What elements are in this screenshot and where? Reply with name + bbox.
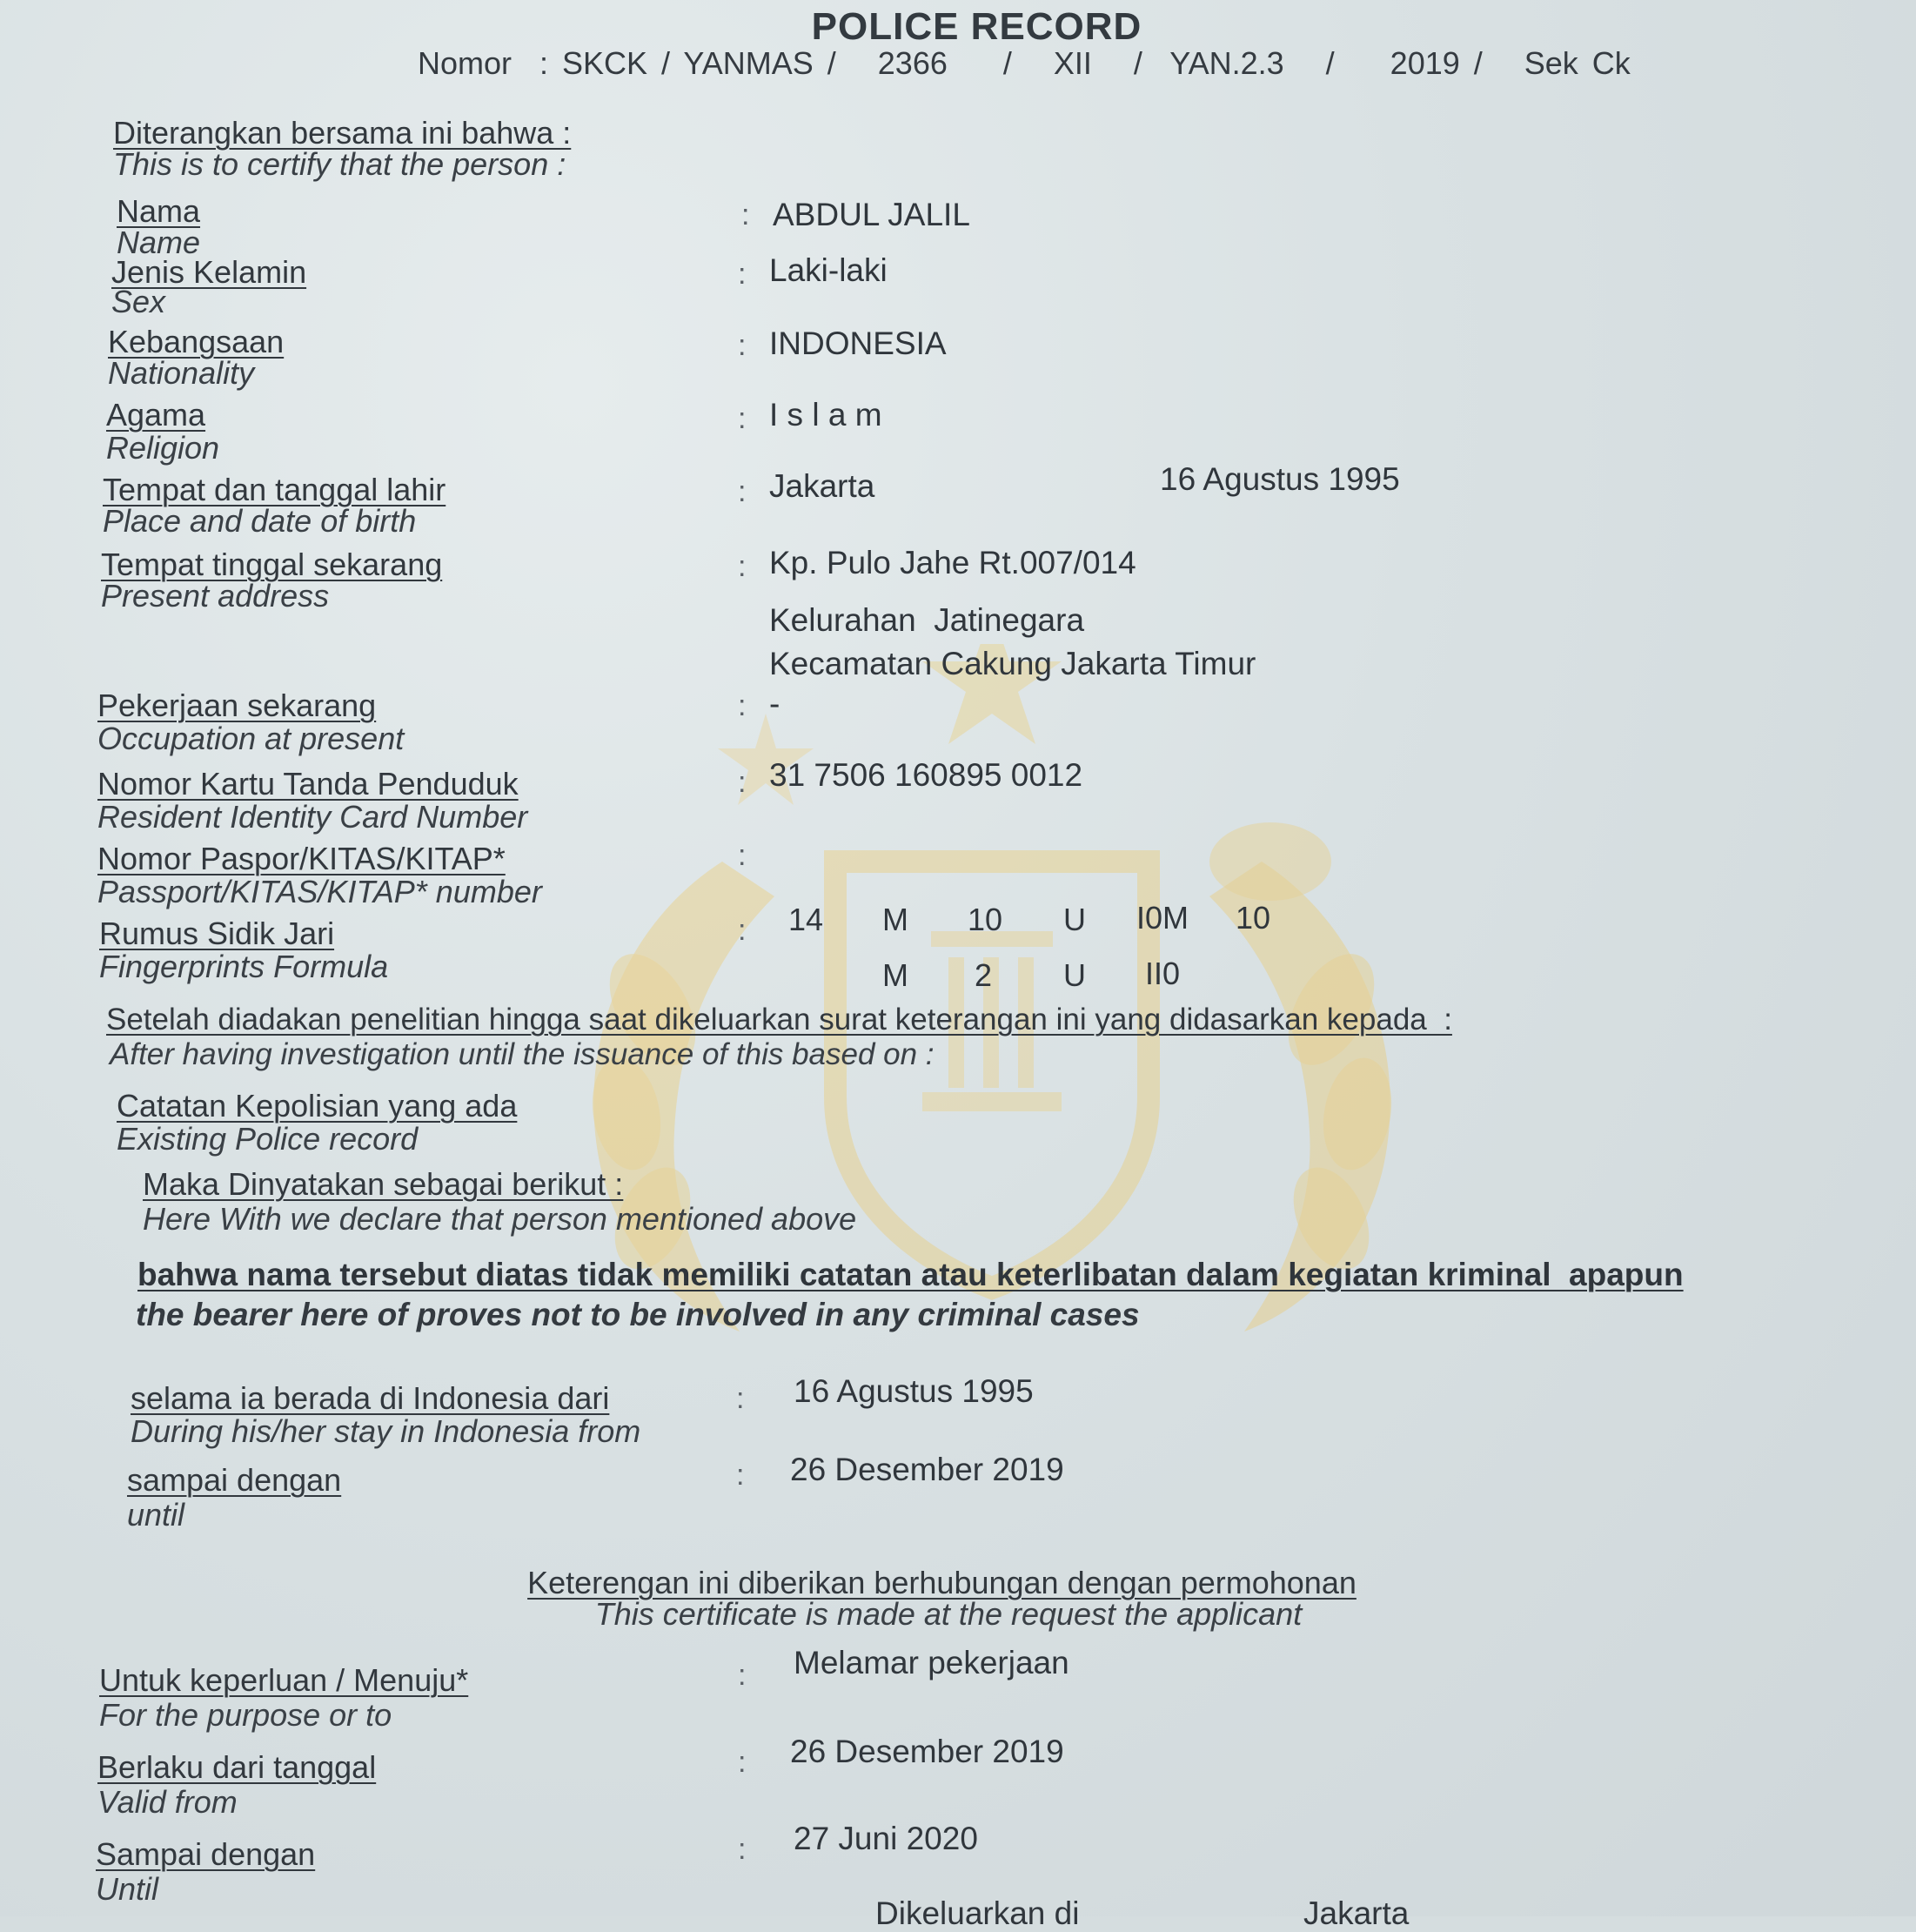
fingerprint-r1-c4: U xyxy=(1063,902,1086,937)
record-label-en: Existing Police record xyxy=(117,1121,419,1157)
sex-value: Laki-laki xyxy=(769,252,888,288)
name-colon: : xyxy=(741,198,750,231)
religion-label-id: Agama xyxy=(106,397,206,433)
nationality-colon: : xyxy=(738,329,747,362)
declare-label-en: Here With we declare that person mentioned above xyxy=(143,1201,857,1237)
valid-until-value: 27 Juni 2020 xyxy=(794,1821,978,1856)
statement-en: the bearer here of proves not to be involved in any criminal cases xyxy=(136,1297,1140,1332)
valid-from-label-id: Berlaku dari tanggal xyxy=(97,1749,377,1785)
fingerprint-label-id: Rumus Sidik Jari xyxy=(99,916,335,951)
occupation-value: - xyxy=(769,686,780,721)
address-line-1: Kp. Pulo Jahe Rt.007/014 xyxy=(769,545,1136,580)
purpose-colon: : xyxy=(738,1659,747,1692)
valid-until-label-id: Sampai dengan xyxy=(96,1836,316,1872)
address-label-en: Present address xyxy=(101,578,330,614)
valid-until-label-en: Until xyxy=(96,1871,159,1907)
occupation-label-id: Pekerjaan sekarang xyxy=(97,688,377,723)
fingerprint-r1-c5: I0M xyxy=(1136,900,1189,936)
ktp-label-id: Nomor Kartu Tanda Penduduk xyxy=(97,766,519,802)
fingerprint-r2-c1: M xyxy=(882,957,908,993)
purpose-label-id: Untuk keperluan / Menuju* xyxy=(99,1662,469,1698)
stay-until-label-en: until xyxy=(127,1497,185,1533)
stay-until-colon: : xyxy=(736,1459,745,1492)
stay-from-value: 16 Agustus 1995 xyxy=(794,1373,1034,1409)
intro-label-en: This is to certify that the person : xyxy=(113,146,566,182)
statement-id: bahwa nama tersebut diatas tidak memiliki catatan atau keterlibatan dalam kegiatan kriminal apapun xyxy=(137,1257,1684,1292)
request-label-id: Keterengan ini diberikan berhubungan dengan permohonan xyxy=(527,1565,1357,1600)
issued-at-value: Jakarta xyxy=(1303,1895,1410,1931)
name-label-en: Name xyxy=(117,225,201,260)
name-label-id: Nama xyxy=(117,193,201,229)
stay-until-value: 26 Desember 2019 xyxy=(790,1452,1064,1487)
address-label-id: Tempat tinggal sekarang xyxy=(101,547,443,582)
fingerprint-r1-c2: M xyxy=(882,902,908,937)
document-title: POLICE RECORD xyxy=(811,5,1142,48)
purpose-label-en: For the purpose or to xyxy=(99,1697,392,1733)
birth-label-en: Place and date of birth xyxy=(103,503,417,539)
valid-from-colon: : xyxy=(738,1746,747,1779)
stay-from-colon: : xyxy=(736,1382,745,1415)
address-colon: : xyxy=(738,550,747,583)
stay-from-label-en: During his/her stay in Indonesia from xyxy=(131,1413,641,1449)
record-label-id: Catatan Kepolisian yang ada xyxy=(117,1088,518,1124)
stay-until-label-id: sampai dengan xyxy=(127,1462,342,1498)
valid-until-colon: : xyxy=(738,1833,747,1866)
stay-from-label-id: selama ia berada di Indonesia dari xyxy=(131,1380,610,1416)
document-number: Nomor : SKCK / YANMAS / 2366 / XII / YAN.2.3 / 2019 / Sek Ck xyxy=(418,45,1631,81)
ktp-value: 31 7506 160895 0012 xyxy=(769,757,1083,793)
address-line-2: Kelurahan Jatinegara xyxy=(769,602,1085,638)
fingerprint-r1-c3: 10 xyxy=(968,902,1003,937)
fingerprint-r2-c4: II0 xyxy=(1145,956,1181,991)
religion-value: I s l a m xyxy=(769,397,882,433)
birth-colon: : xyxy=(738,475,747,508)
nationality-label-en: Nationality xyxy=(108,355,255,391)
ktp-colon: : xyxy=(738,766,747,799)
passport-label-id: Nomor Paspor/KITAS/KITAP* xyxy=(97,841,506,876)
fingerprint-r2-c2: 2 xyxy=(975,957,993,993)
occupation-colon: : xyxy=(738,689,747,722)
valid-from-value: 26 Desember 2019 xyxy=(790,1734,1064,1769)
fingerprint-r2-c3: U xyxy=(1063,957,1086,993)
fingerprint-r1-c6: 10 xyxy=(1236,900,1271,936)
religion-colon: : xyxy=(738,402,747,435)
investigation-label-id: Setelah diadakan penelitian hingga saat dikeluarkan surat keterangan ini yang didasarkan kepada : xyxy=(106,1003,1452,1036)
ktp-label-en: Resident Identity Card Number xyxy=(97,799,528,835)
sex-label-id: Jenis Kelamin xyxy=(111,254,307,290)
name-value: ABDUL JALIL xyxy=(773,197,970,232)
passport-label-en: Passport/KITAS/KITAP* number xyxy=(97,874,542,909)
sex-label-en: Sex xyxy=(111,284,166,319)
declare-label-id: Maka Dinyatakan sebagai berikut : xyxy=(143,1166,624,1202)
request-label-en: This certificate is made at the request the applicant xyxy=(594,1596,1303,1632)
nationality-value: INDONESIA xyxy=(769,325,947,361)
address-line-3: Kecamatan Cakung Jakarta Timur xyxy=(769,646,1256,681)
issued-at-label: Dikeluarkan di xyxy=(875,1895,1080,1931)
fingerprint-colon: : xyxy=(738,914,747,947)
birth-date-value: 16 Agustus 1995 xyxy=(1160,461,1400,497)
purpose-value: Melamar pekerjaan xyxy=(794,1645,1069,1680)
fingerprint-r1-c1: 14 xyxy=(788,902,824,937)
birth-label-id: Tempat dan tanggal lahir xyxy=(103,472,446,507)
birth-place-value: Jakarta xyxy=(769,468,875,504)
religion-label-en: Religion xyxy=(106,430,220,466)
valid-from-label-en: Valid from xyxy=(97,1784,238,1820)
nationality-label-id: Kebangsaan xyxy=(108,324,285,359)
intro-label-id: Diterangkan bersama ini bahwa : xyxy=(113,115,572,151)
investigation-label-en: After having investigation until the issuance of this based on : xyxy=(110,1037,935,1071)
occupation-label-en: Occupation at present xyxy=(97,721,405,756)
fingerprint-label-en: Fingerprints Formula xyxy=(99,949,389,984)
sex-colon: : xyxy=(738,258,747,291)
passport-colon: : xyxy=(738,839,747,872)
